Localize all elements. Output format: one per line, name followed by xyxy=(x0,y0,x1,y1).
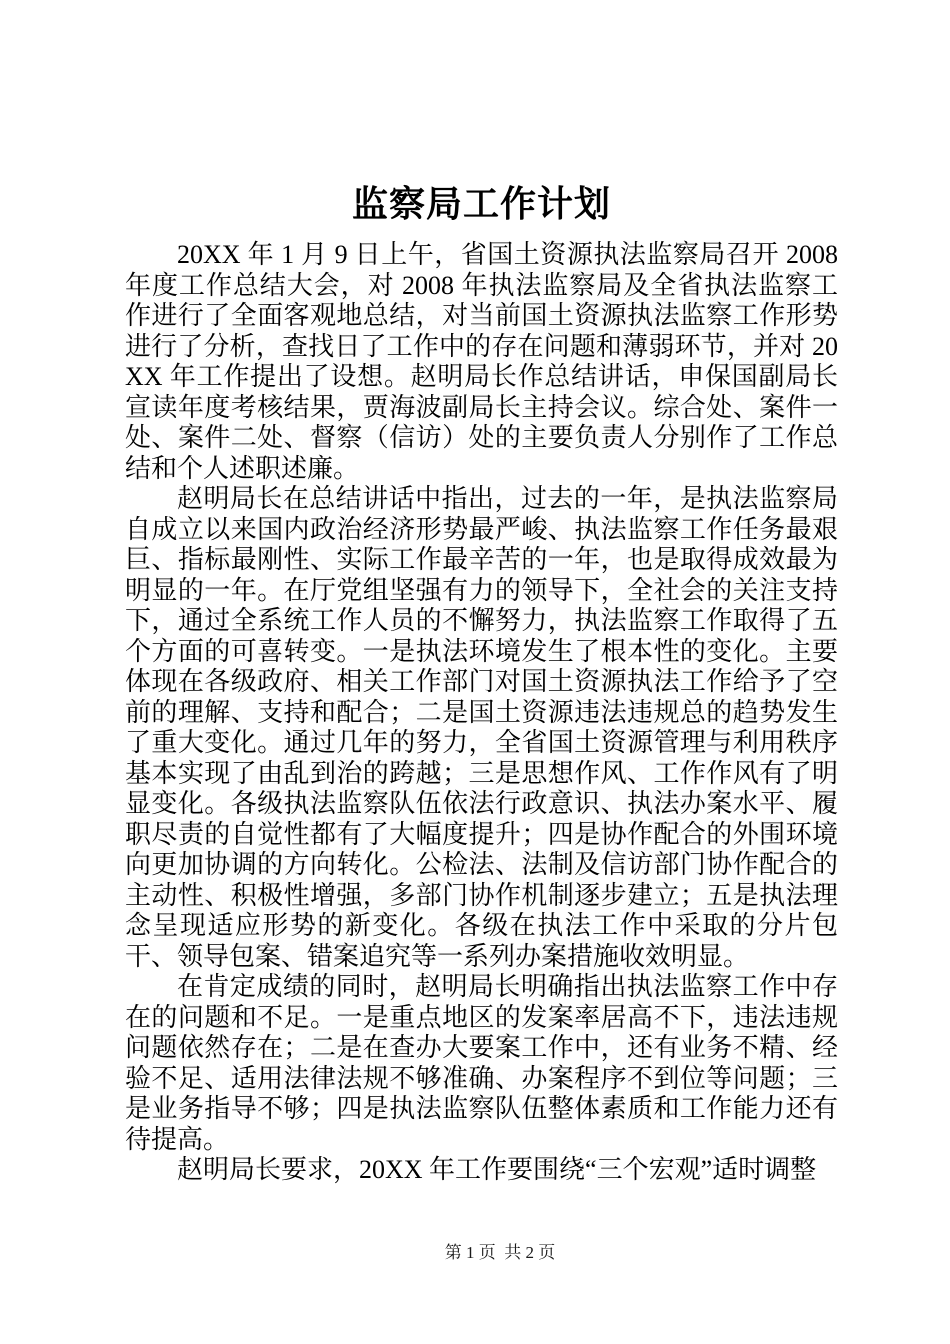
paragraph-4: 赵明局长要求，20XX 年工作要围绕“三个宏观”适时调整 xyxy=(177,1155,817,1184)
page-number-label: 第 1 页 共 2 页 xyxy=(444,1243,556,1262)
document-content xyxy=(125,185,838,1186)
page-footer xyxy=(0,1243,950,1263)
paragraph-3: 在肯定成绩的同时，赵明局长明确指出执法监察工作中存在的问题和不足。一是重点地区的发案率居高不下，违法违规问题依然存在；二是在查办大要案工作中，还有业务不精、经验不足、适用法律法规不够准确、办案程序不到位等问题；三是业务指导不够；四是执法监察队伍整体素质和工作能力还有待提高。 xyxy=(125,972,838,1154)
document-title: 监察局工作计划 xyxy=(351,184,611,225)
paragraph-2: 赵明局长在总结讲话中指出，过去的一年，是执法监察局自成立以来国内政治经济形势最严峻、执法监察工作任务最艰巨、指标最刚性、实际工作最辛苦的一年，也是取得成效最为明显的一年。在厅党组坚强有力的领导下，全社会的关注支持下，通过全系统工作人员的不懈努力，执法监察工作取得了五个方面的可喜转变。一是执法环境发生了根本性的变化。主要体现在各级政府、相关工作部门对国土资源执法工作给予了空前的理解、支持和配合；二是国土资源违法违规总的趋势发生了重大变化。通过几年的努力，全省国土资源管理与利用秩序基本实现了由乱到治的跨越；三是思想作风、工作作风有了明显变化。各级执法监察队伍依法行政意识、执法办案水平、履职尽责的自觉性都有了大幅度提升；四是协作配合的外围环境向更加协调的方向转化。公检法、法制及信访部门协作配合的主动性、积极性增强，多部门协作机制逐步建立；五是执法理念呈现适应形势的新变化。各级在执法工作中采取的分片包干、领导包案、错案追究等一系列办案措施收效明显。 xyxy=(125,484,838,971)
paragraph-1: 20XX 年 1 月 9 日上午，省国土资源执法监察局召开 2008 年度工作总结大会，对 2008 年执法监察局及全省执法监察工作进行了全面客观地总结，对当前国土资源执法监察工作形势进行了分析，查找日了工作中的存在问题和薄弱环节，并对 20XX 年工作提出了设想。赵明局长作总结讲话，申保国副局长宣读年度考核结果，贾海波副局长主持会议。综合处、案件一处、案件二处、督察（信访）处的主要负责人分别作了工作总结和个人述职述廉。 xyxy=(125,240,838,483)
